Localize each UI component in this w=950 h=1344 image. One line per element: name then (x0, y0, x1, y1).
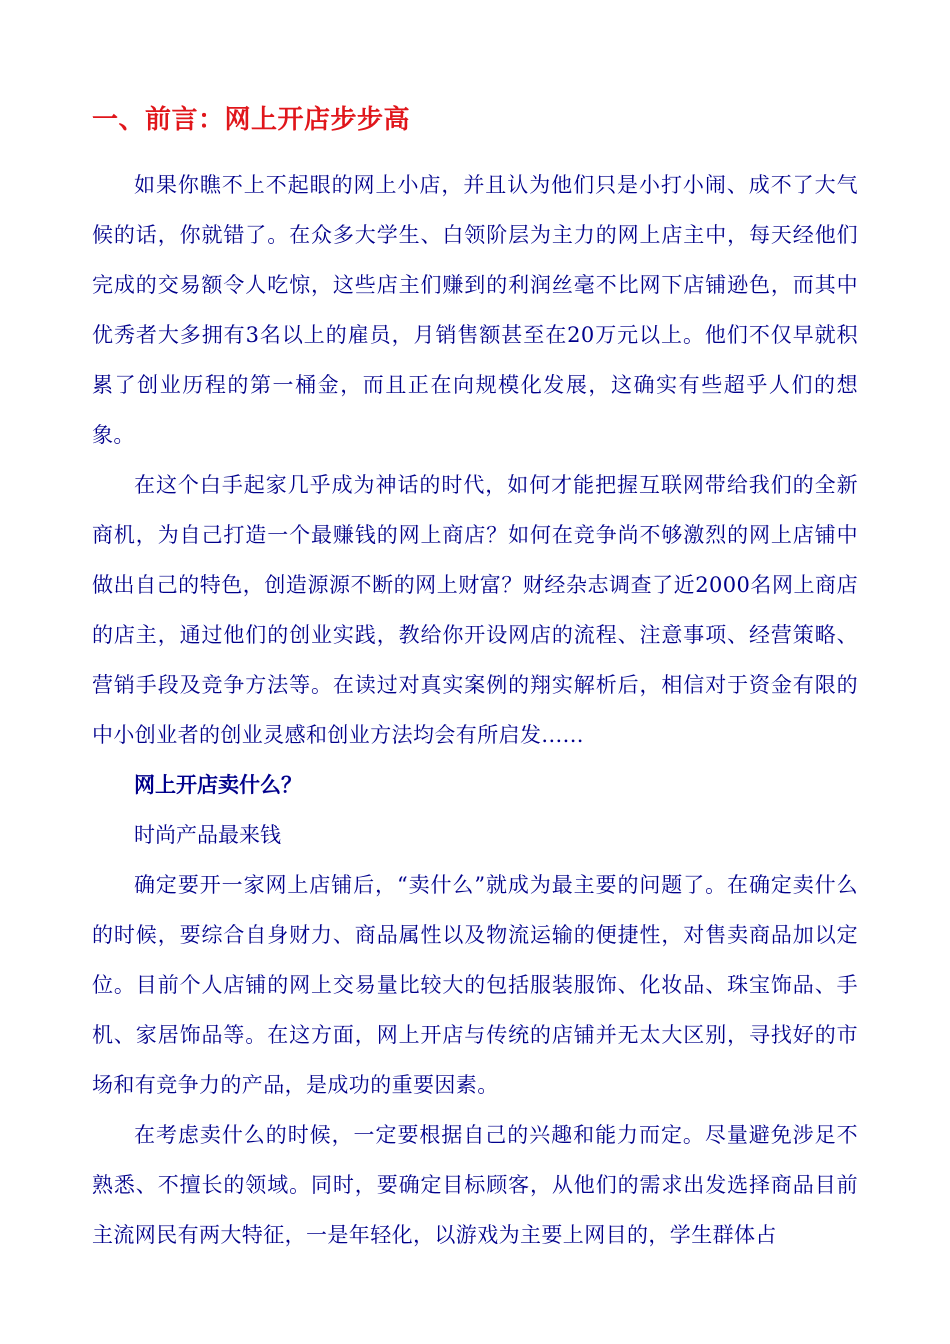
paragraph-what-to-sell-1: 确定要开一家网上店铺后，“卖什么”就成为最主要的问题了。在确定卖什么的时候，要综合自身财力、商品属性以及物流运输的便捷性，对售卖商品加以定位。目前个人店铺的网上交易量比较大的包括服装服饰、化妆品、珠宝饰品、手机、家居饰品等。在这方面，网上开店与传统的店铺并无太大区别，寻找好的市场和有竞争力的产品，是成功的重要因素。 (92, 873, 858, 1097)
paragraph-intro-1: 如果你瞧不上不起眼的网上小店，并且认为他们只是小打小闹、成不了大气候的话，你就错了。在众多大学生、白领阶层为主力的网上店主中，每天经他们完成的交易额令人吃惊，这些店主们赚到的利润丝毫不比网下店铺逊色，而其中优秀者大多拥有3名以上的雇员，月销售额甚至在20万元以上。他们不仅早就积累了创业历程的第一桶金，而且正在向规模化发展，这确实有些超乎人们的想象。 (92, 173, 858, 447)
document-content (92, 96, 858, 1260)
section-title: 一、前言：网上开店步步高 (92, 105, 411, 135)
subheading-what-to-sell: 网上开店卖什么？ (134, 772, 302, 797)
subline-fashion-products: 时尚产品最来钱 (134, 823, 281, 847)
paragraph-what-to-sell-2: 在考虑卖什么的时候，一定要根据自己的兴趣和能力而定。尽量避免涉足不熟悉、不擅长的领域。同时，要确定目标顾客，从他们的需求出发选择商品目前主流网民有两大特征，一是年轻化，以游戏为主要上网目的，学生群体占 (92, 1123, 858, 1247)
paragraph-intro-2: 在这个白手起家几乎成为神话的时代，如何才能把握互联网带给我们的全新商机，为自己打造一个最赚钱的网上商店？如何在竞争尚不够激烈的网上店铺中做出自己的特色，创造源源不断的网上财富？财经杂志调查了近2000名网上商店的店主，通过他们的创业实践，教给你开设网店的流程、注意事项、经营策略、营销手段及竞争方法等。在读过对真实案例的翔实解析后，相信对于资金有限的中小创业者的创业灵感和创业方法均会有所启发...... (92, 473, 858, 747)
